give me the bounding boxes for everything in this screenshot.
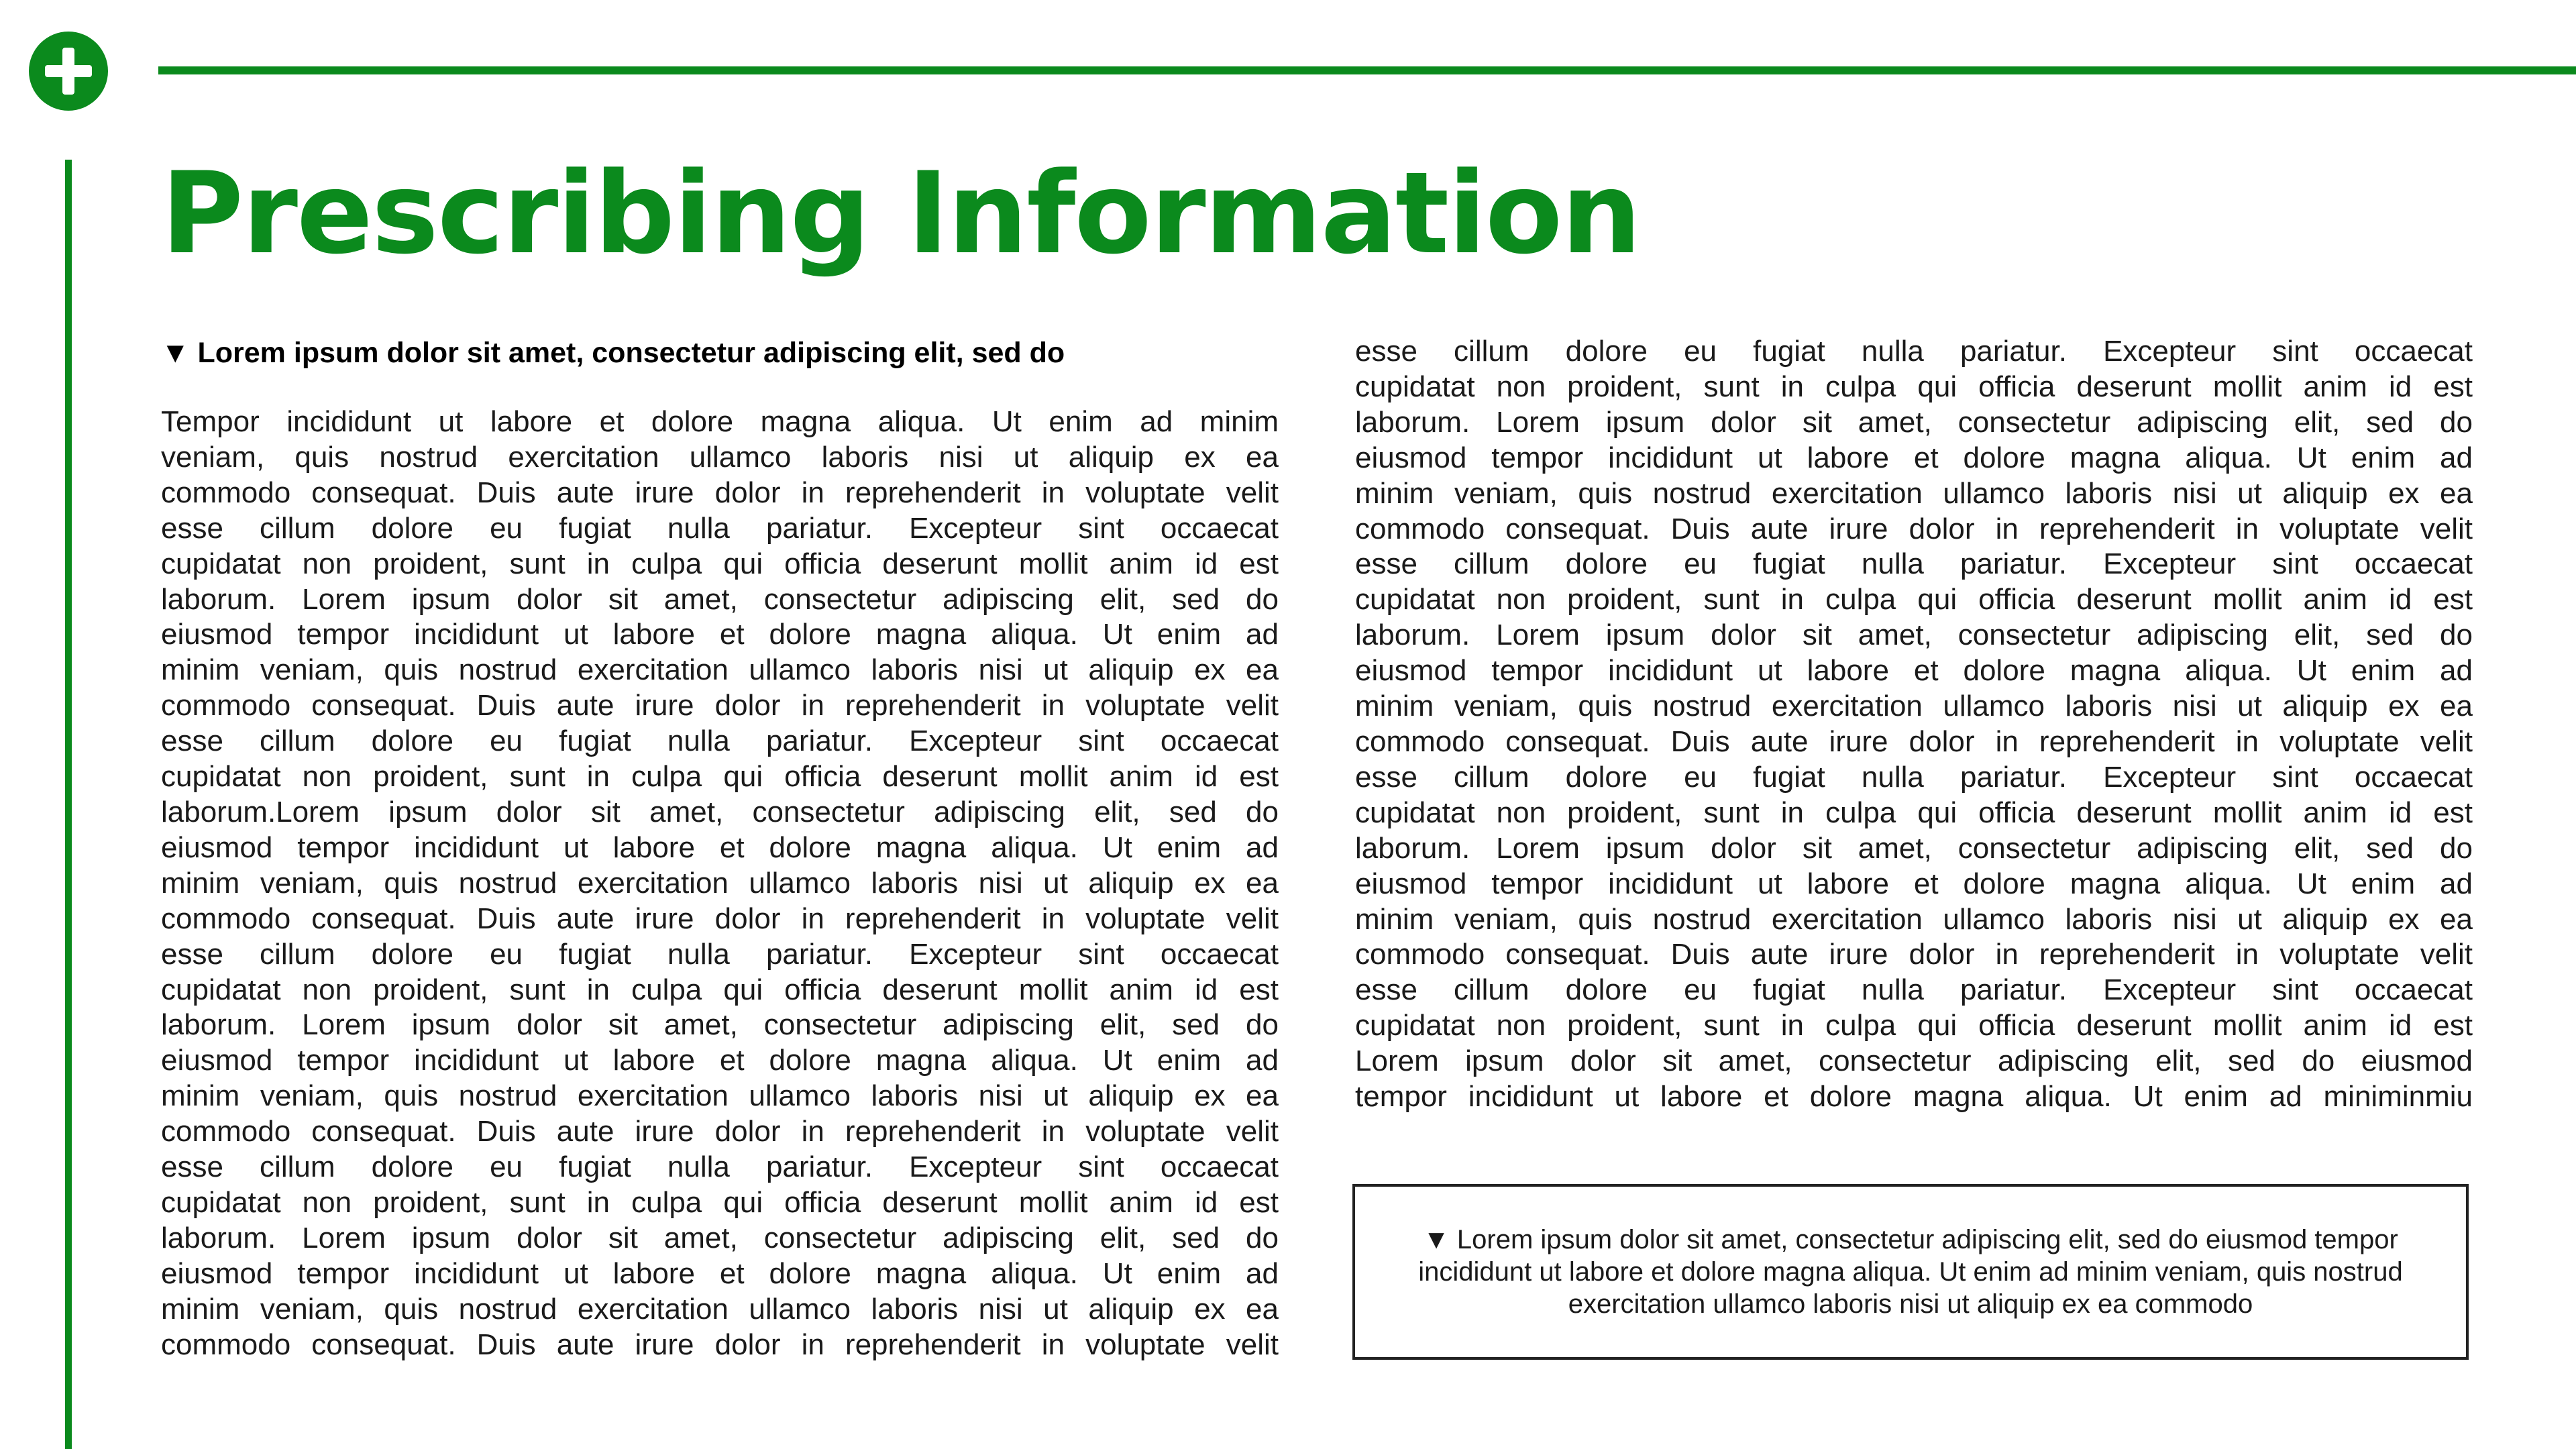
page-title: Prescribing Information — [161, 148, 1640, 279]
plus-circle-icon — [29, 32, 108, 111]
side-divider — [65, 160, 72, 1449]
section-heading: ▼ Lorem ipsum dolor sit amet, consectetur adipiscing elit, sed do — [161, 337, 1065, 369]
note-box — [1352, 1184, 2469, 1360]
note-text: ▼ Lorem ipsum dolor sit amet, consectetur adipiscing elit, sed do eiusmod tempor incididunt ut labore et dolore magna aliqua. Ut enim ad minim veniam, quis nostrud exercitation ullamco laboris nisi ut aliquip ex ea commodo — [1418, 1225, 2403, 1319]
body-text-left-column: Tempor incididunt ut labore et dolore magna aliqua. Ut enim ad minim veniam, quis nostrud exercitation ullamco laboris nisi ut aliquip ex ea commodo consequat. Duis aute irure dolor in reprehenderit in voluptate velit esse cillum dolore eu fugiat nulla pariatur. Excepteur sint occaecat cupidatat non proident, sunt in culpa qui officia deserunt mollit anim id est laborum. Lorem ipsum dolor sit amet, consectetur adipiscing elit, sed do eiusmod tempor incididunt ut labore et dolore magna aliqua. Ut enim ad minim veniam, quis nostrud exercitation ullamco laboris nisi ut aliquip ex ea commodo consequat. Duis aute irure dolor in reprehenderit in voluptate velit esse cillum dolore eu fugiat nulla pariatur. Excepteur sint occaecat cupidatat non proident, sunt in culpa qui officia deserunt mollit anim id est laborum.Lorem ipsum dolor sit amet, consectetur adipiscing elit, sed do eiusmod tempor incididunt ut labore et dolore magna aliqua. Ut enim ad minim veniam, quis nostrud exercitation ullamco laboris nisi ut aliquip ex ea commodo consequat. Duis aute irure dolor in reprehenderit in voluptate velit esse cillum dolore eu fugiat nulla pariatur. Excepteur sint occaecat cupidatat non proident, sunt in culpa qui officia deserunt mollit anim id est laborum. Lorem ipsum dolor sit amet, consectetur adipiscing elit, sed do eiusmod tempor incididunt ut labore et dolore magna aliqua. Ut enim ad minim veniam, quis nostrud exercitation ullamco laboris nisi ut aliquip ex ea commodo consequat. Duis aute irure dolor in reprehenderit in voluptate velit esse cillum dolore eu fugiat nulla pariatur. Excepteur sint occaecat cupidatat non proident, sunt in culpa qui officia deserunt mollit anim id est laborum. Lorem ipsum dolor sit amet, consectetur adipiscing elit, sed do eiusmod tempor incididunt ut labore et dolore magna aliqua. Ut enim ad minim veniam, quis nostrud exercitation ullamco laboris nisi ut aliquip ex ea commodo consequat. Duis aute irure dolor in reprehenderit in voluptate velit — [161, 405, 1279, 1361]
top-divider — [158, 66, 2576, 74]
plus-bar-vertical — [62, 48, 74, 95]
body-text-right-column: esse cillum dolore eu fugiat nulla pariatur. Excepteur sint occaecat cupidatat non proident, sunt in culpa qui officia deserunt mollit anim id est laborum. Lorem ipsum dolor sit amet, consectetur adipiscing elit, sed do eiusmod tempor incididunt ut labore et dolore magna aliqua. Ut enim ad minim veniam, quis nostrud exercitation ullamco laboris nisi ut aliquip ex ea commodo consequat. Duis aute irure dolor in reprehenderit in voluptate velit esse cillum dolore eu fugiat nulla pariatur. Excepteur sint occaecat cupidatat non proident, sunt in culpa qui officia deserunt mollit anim id est laborum. Lorem ipsum dolor sit amet, consectetur adipiscing elit, sed do eiusmod tempor incididunt ut labore et dolore magna aliqua. Ut enim ad minim veniam, quis nostrud exercitation ullamco laboris nisi ut aliquip ex ea commodo consequat. Duis aute irure dolor in reprehenderit in voluptate velit esse cillum dolore eu fugiat nulla pariatur. Excepteur sint occaecat cupidatat non proident, sunt in culpa qui officia deserunt mollit anim id est laborum. Lorem ipsum dolor sit amet, consectetur adipiscing elit, sed do eiusmod tempor incididunt ut labore et dolore magna aliqua. Ut enim ad minim veniam, quis nostrud exercitation ullamco laboris nisi ut aliquip ex ea commodo consequat. Duis aute irure dolor in reprehenderit in voluptate velit esse cillum dolore eu fugiat nulla pariatur. Excepteur sint occaecat cupidatat non proident, sunt in culpa qui officia deserunt mollit anim id est Lorem ipsum dolor sit amet, consectetur adipiscing elit, sed do eiusmod tempor incididunt ut labore et dolore magna aliqua. Ut enim ad miniminmiu — [1355, 335, 2473, 1114]
